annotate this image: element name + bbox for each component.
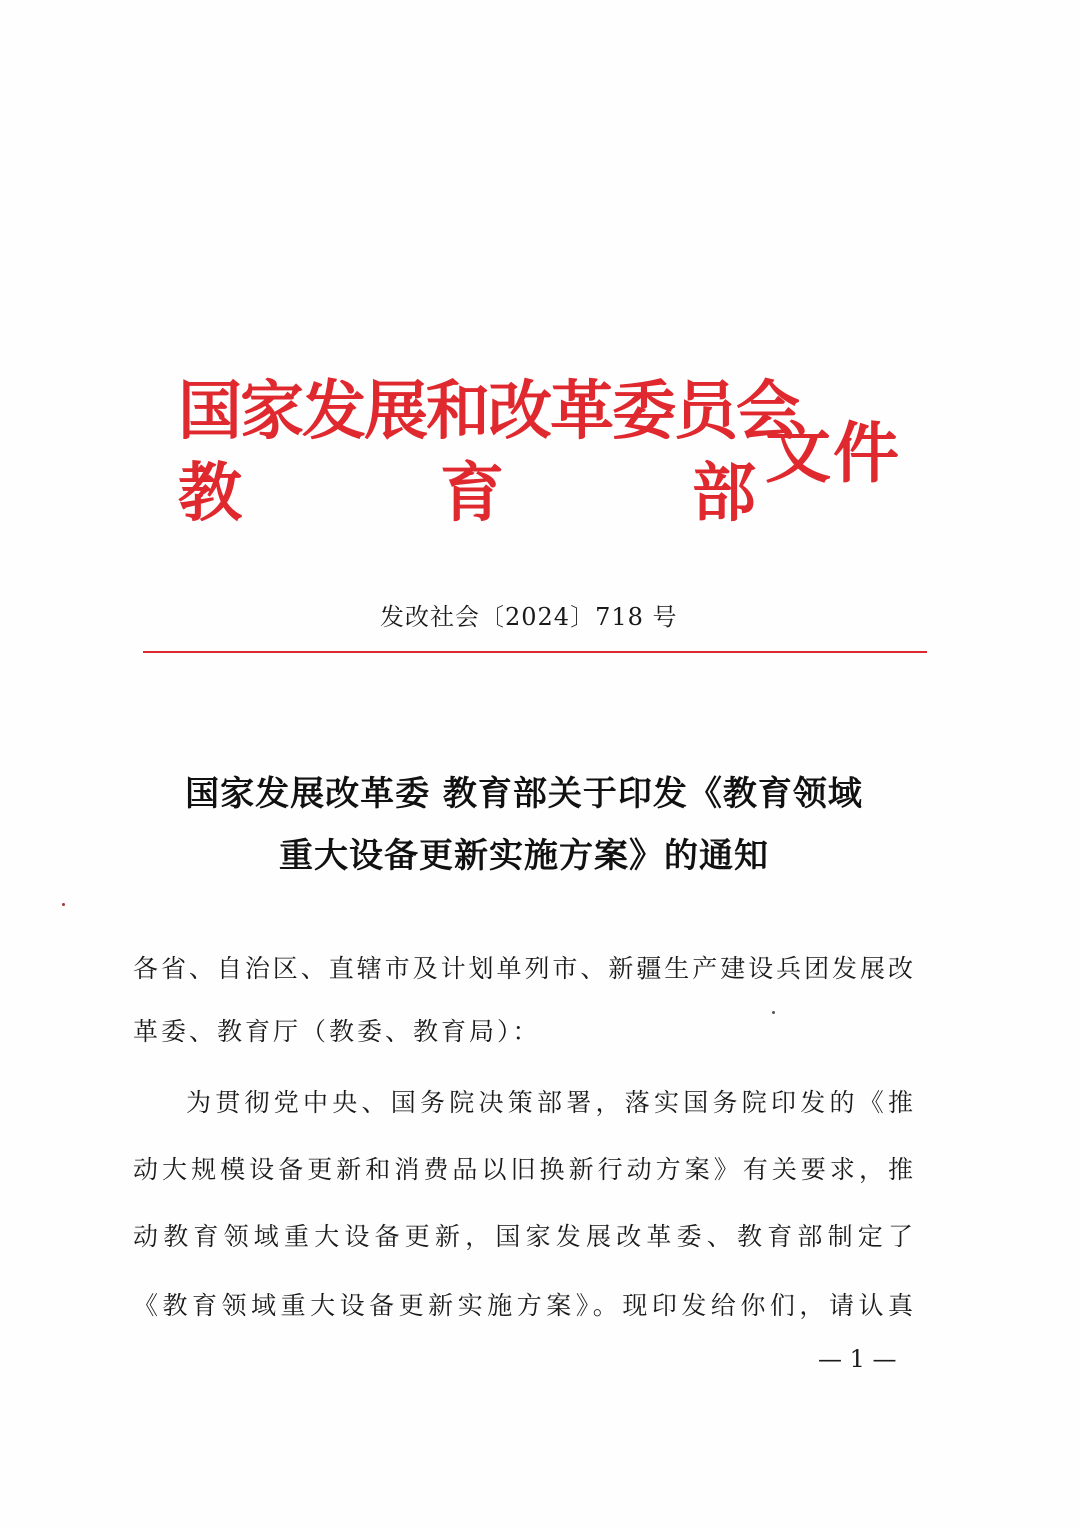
document-word: 文件: [765, 414, 901, 492]
addressee-line-1: 各省、自治区、直辖市及计划单列市、新疆生产建设兵团发展改: [133, 954, 913, 983]
addressee-line-2: 革委、教育厅（教委、教育局）：: [133, 1017, 541, 1046]
body-paragraph-line-4: 《教育领域重大设备更新实施方案》。现印发给你们，请认真: [133, 1291, 913, 1320]
notice-title-line-1: 国家发展改革委 教育部关于印发《教育领域: [185, 774, 863, 814]
scan-speck: [772, 1011, 775, 1014]
body-paragraph-line-2: 动大规模设备更新和消费品以旧换新行动方案》有关要求，推: [133, 1155, 913, 1184]
notice-title-line-2: 重大设备更新实施方案》的通知: [279, 836, 769, 876]
scan-speck: [62, 903, 65, 906]
issuer-name-moe-char-3: 部: [692, 456, 754, 531]
body-paragraph-line-1: 为贯彻党中央、国务院决策部署，落实国务院印发的《推: [186, 1088, 913, 1117]
page-number: — 1 —: [818, 1345, 897, 1373]
document-number: 发改社会〔2024〕718 号: [380, 603, 678, 631]
red-divider-line: [143, 651, 927, 653]
body-paragraph-line-3: 动教育领域重大设备更新，国家发展改革委、教育部制定了: [133, 1222, 913, 1251]
issuer-name-moe-char-2: 育: [440, 456, 502, 531]
issuer-name-moe-char-1: 教: [178, 456, 240, 531]
issuer-name-ndrc: 国家发展和改革委员会: [178, 374, 798, 449]
